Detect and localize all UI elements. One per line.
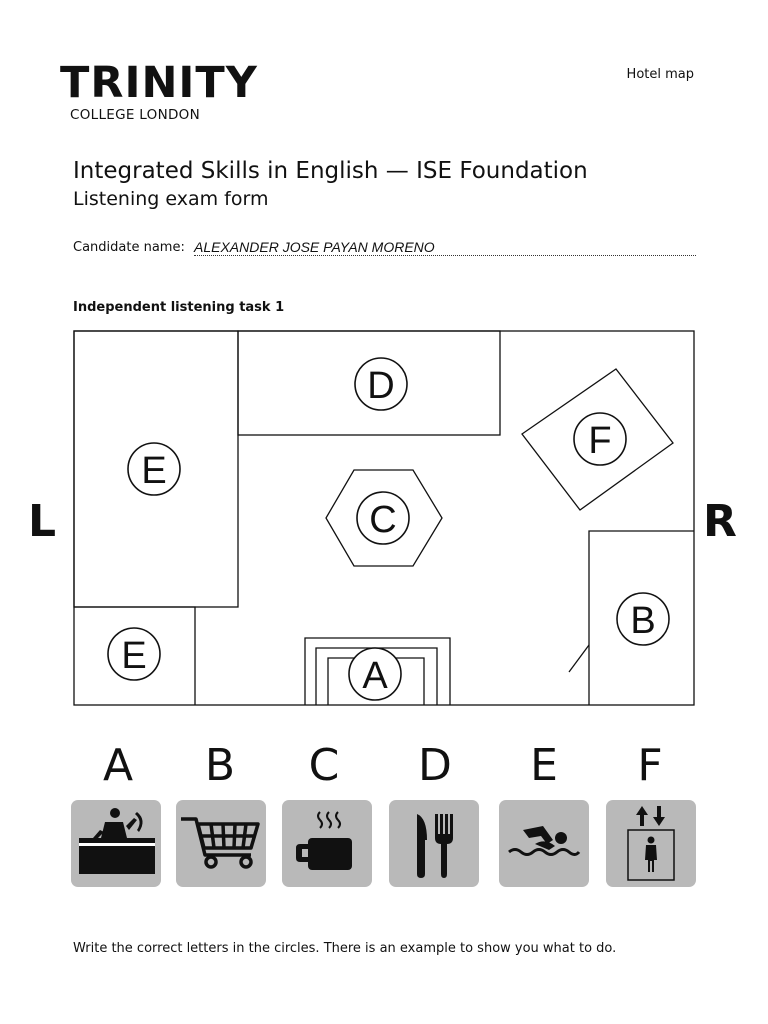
key-icon-box-d: [389, 800, 479, 887]
map-letter-a: A: [362, 655, 388, 697]
candidate-name-field[interactable]: ALEXANDER JOSE PAYAN MORENO: [194, 239, 696, 256]
logo-subtitle: COLLEGE LONDON: [70, 107, 200, 123]
key-icon-box-e: [499, 800, 589, 887]
side-label-right: R: [703, 496, 737, 547]
key-letter-b: B: [204, 740, 236, 791]
circle-d[interactable]: [355, 358, 407, 410]
swimmer-icon: [499, 800, 589, 887]
key-letter-c: C: [308, 740, 340, 791]
lift-icon: [606, 800, 696, 887]
instruction-text: Write the correct letters in the circles. There is an example to show you what to do.: [73, 941, 617, 956]
knife-fork-icon: [389, 800, 479, 887]
map-letter-e-upper: E: [141, 450, 167, 492]
page-title: Integrated Skills in English — ISE Foundation: [73, 158, 588, 184]
key-icon-box-c: [282, 800, 372, 887]
key-letter-a: A: [102, 740, 134, 791]
map-letter-c: C: [369, 499, 397, 541]
circle-e-upper[interactable]: [128, 443, 180, 495]
key-icon-box-a: [71, 800, 161, 887]
key-letter-f: F: [637, 740, 663, 791]
document-label: Hotel map: [626, 67, 694, 82]
hotel-map: [0, 320, 768, 720]
candidate-name-label: Candidate name:: [73, 240, 185, 255]
task-title: Independent listening task 1: [73, 300, 285, 315]
circle-a[interactable]: [349, 648, 401, 700]
map-letter-f: F: [588, 420, 612, 462]
map-letter-d: D: [367, 365, 395, 407]
trinity-logo: TRINITY: [60, 58, 258, 108]
page-subtitle: Listening exam form: [73, 188, 269, 210]
key-letter-d: D: [418, 740, 452, 791]
circle-e-lower[interactable]: [108, 628, 160, 680]
side-label-left: L: [28, 496, 57, 547]
circle-b[interactable]: [617, 593, 669, 645]
coffee-cup-icon: [282, 800, 372, 887]
door-line: [569, 645, 589, 672]
key-icon-box-f: [606, 800, 696, 887]
key-letter-e: E: [530, 740, 558, 791]
key-icon-box-b: [176, 800, 266, 887]
reception-desk-icon: [71, 800, 161, 887]
map-letter-e-lower: E: [121, 635, 147, 677]
circle-c[interactable]: [357, 492, 409, 544]
shopping-cart-icon: [176, 800, 266, 887]
circle-f[interactable]: [574, 413, 626, 465]
map-letter-b: B: [630, 600, 656, 642]
